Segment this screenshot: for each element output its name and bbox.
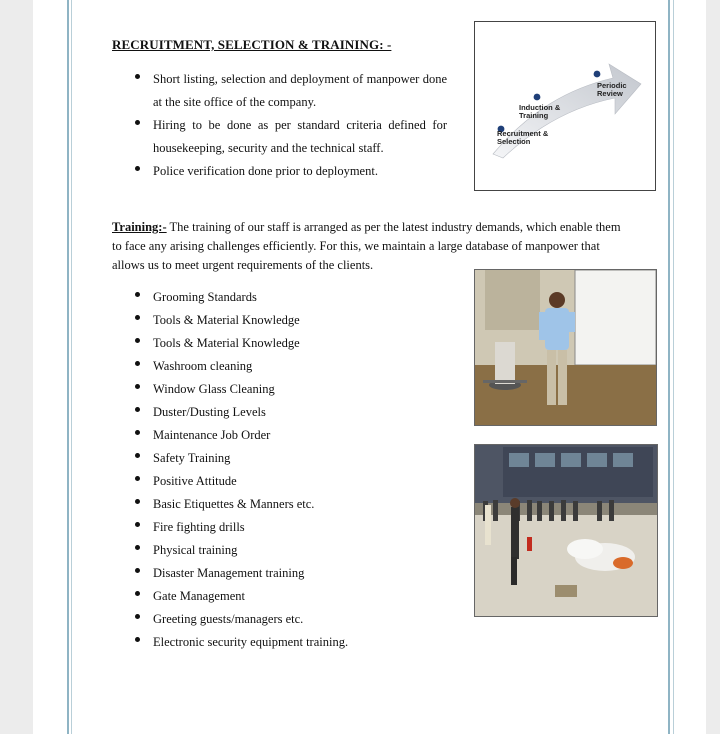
list-item: Police verification done prior to deployment.	[132, 160, 447, 183]
list-item: Tools & Material Knowledge	[132, 309, 452, 332]
list-item: Safety Training	[132, 447, 452, 470]
list-item: Washroom cleaning	[132, 355, 452, 378]
list-item: Gate Management	[132, 585, 452, 608]
list-item: Basic Etiquettes & Manners etc.	[132, 493, 452, 516]
training-topics	[132, 286, 452, 654]
page-border-left-inner	[71, 0, 72, 734]
list-item: Maintenance Job Order	[132, 424, 452, 447]
list-item: Duster/Dusting Levels	[132, 401, 452, 424]
page-border-right	[668, 0, 670, 734]
list-item: Hiring to be done as per standard criteria defined for housekeeping, security and the technical staff.	[132, 114, 447, 160]
list-item: Electronic security equipment training.	[132, 631, 452, 654]
list-item: Physical training	[132, 539, 452, 562]
section-heading: RECRUITMENT, SELECTION & TRAINING: -	[112, 37, 392, 52]
stage-label-review: Periodic Review	[597, 81, 627, 98]
page-border-right-inner	[673, 0, 674, 734]
list-item: Grooming Standards	[132, 286, 452, 309]
fire-drill-photo	[474, 444, 658, 617]
list-item: Greeting guests/managers etc.	[132, 608, 452, 631]
stage-label-induction: Induction & Training	[519, 103, 561, 120]
list-item: Positive Attitude	[132, 470, 452, 493]
stage-marker-2	[534, 94, 541, 101]
training-text: The training of our staff is arranged as per the latest industry demands, which enable them to face any arising challenges efficiently. For this, we maintain a large database of manpower that allows us to meet urgent requirements of the clients.	[112, 220, 621, 272]
training-lead: Training:-	[112, 220, 167, 234]
list-item: Window Glass Cleaning	[132, 378, 452, 401]
classroom-training-photo	[474, 269, 657, 426]
list-item: Tools & Material Knowledge	[132, 332, 452, 355]
list-item: Fire fighting drills	[132, 516, 452, 539]
recruitment-points	[132, 68, 447, 183]
page-border-left	[67, 0, 69, 734]
training-paragraph	[112, 218, 632, 275]
stage-label-recruitment: Recruitment & Selection	[497, 129, 549, 146]
process-diagram	[474, 21, 656, 191]
list-item: Short listing, selection and deployment of manpower done at the site office of the company.	[132, 68, 447, 114]
list-item: Disaster Management training	[132, 562, 452, 585]
stage-marker-3	[594, 71, 601, 78]
